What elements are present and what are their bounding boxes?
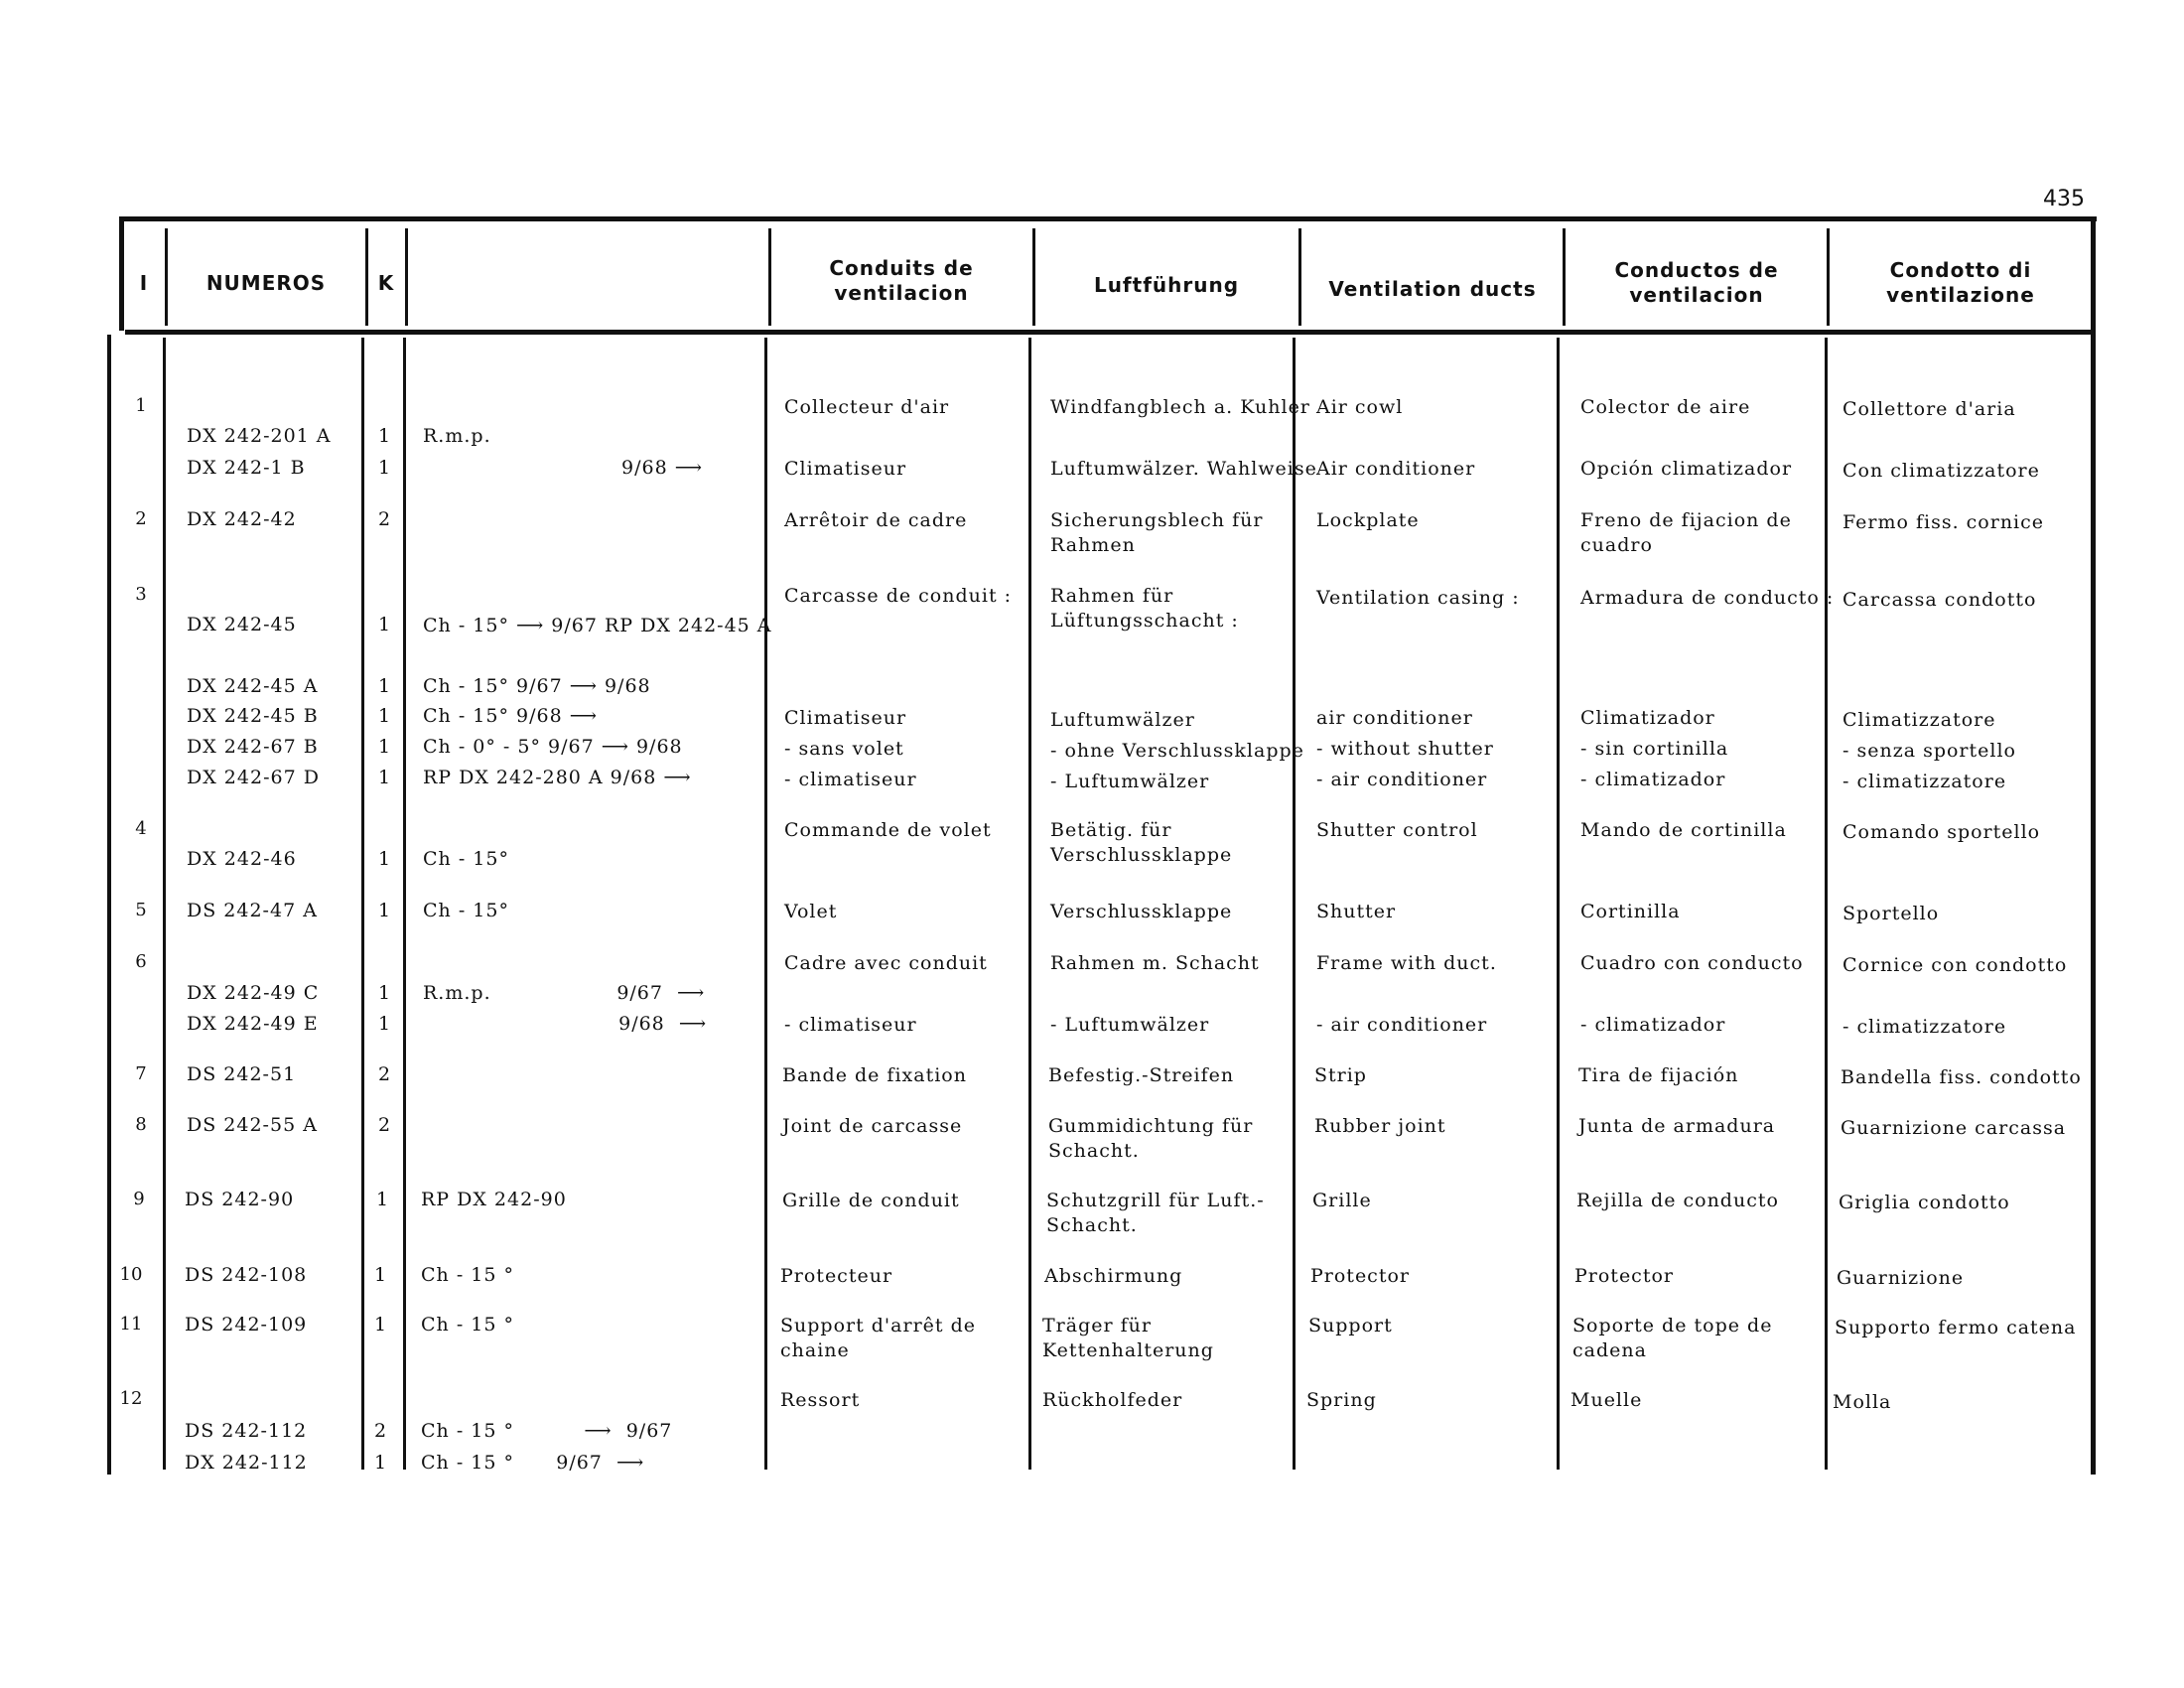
desc-en: Protector (1310, 1265, 1410, 1287)
desc-it: Cornice con condotto (1843, 954, 2068, 976)
part-note: 9/68 ⟶ (423, 1013, 708, 1035)
part-qty: 1 (377, 982, 391, 1004)
desc-it: Supporto fermo catena (1835, 1317, 2077, 1338)
top-border (119, 216, 2097, 221)
desc-de: Rückholfeder (1042, 1389, 1183, 1411)
group-index: 6 (135, 951, 147, 972)
desc-es: Freno de fijacion de cuadro (1580, 509, 1792, 556)
part-qty: 1 (377, 675, 391, 697)
part-number: DS 242-108 (185, 1264, 308, 1286)
part-number: DX 242-45 B (187, 705, 319, 727)
col-line (405, 228, 408, 326)
desc-en: Lockplate (1316, 509, 1420, 531)
part-note: Ch - 15° 9/68 ⟶ (423, 705, 598, 727)
desc-de: Luftumwälzer - ohne Verschlussklappe - Luftumwälzer (1050, 709, 1304, 792)
desc-de: Träger für Kettenhalterung (1042, 1315, 1214, 1361)
desc-es: Protector (1574, 1265, 1674, 1287)
desc-it: Climatizzatore - senza sportello - climatizzatore (1843, 709, 2016, 792)
desc-it: Con climatizzatore (1843, 460, 2040, 482)
desc-en: Strip (1314, 1064, 1367, 1086)
part-note: Ch - 15° ⟶ 9/67 RP DX 242-45 A (423, 615, 772, 636)
group-index: 1 (135, 395, 147, 416)
part-number: DS 242-112 (185, 1420, 308, 1442)
desc-es: Soporte de tope de cadena (1572, 1315, 1773, 1361)
part-number: DX 242-1 B (187, 457, 306, 479)
part-qty: 1 (377, 705, 391, 727)
desc-it: Molla (1833, 1391, 1892, 1413)
group-index: 8 (135, 1114, 147, 1135)
part-qty: 2 (377, 1063, 391, 1085)
desc-it: Guarnizione (1837, 1267, 1965, 1289)
desc-es: Tira de fijación (1578, 1064, 1739, 1086)
col-line (361, 338, 364, 1470)
col-line (1825, 338, 1828, 1470)
part-qty: 1 (377, 457, 391, 479)
part-note: 9/68 ⟶ (621, 457, 703, 479)
page-number: 435 (2043, 187, 2085, 211)
part-number: DS 242-51 (187, 1063, 297, 1085)
desc-es: - climatizador (1580, 1014, 1726, 1036)
desc-es: Armadura de conducto : (1580, 587, 1835, 609)
desc-fr: Support d'arrêt de chaine (780, 1315, 976, 1361)
desc-en: Air cowl (1316, 396, 1404, 418)
col-line (403, 338, 406, 1470)
col-line (165, 228, 168, 326)
part-qty: 1 (373, 1452, 387, 1474)
desc-it: Carcassa condotto (1843, 589, 2037, 611)
desc-it: Bandella fiss. condotto (1841, 1066, 2082, 1088)
desc-es: Cuadro con conducto (1580, 952, 1804, 974)
desc-es: Opción climatizador (1580, 458, 1793, 480)
group-index: 10 (119, 1264, 143, 1285)
desc-es: Colector de aire (1580, 396, 1751, 418)
part-number: DS 242-109 (185, 1314, 308, 1336)
desc-fr: Volet (784, 901, 838, 922)
desc-en: Rubber joint (1314, 1115, 1446, 1137)
desc-de: Luftumwälzer. Wahlweise (1050, 458, 1317, 480)
header-numeros: NUMEROS (205, 270, 327, 295)
desc-en: Ventilation casing : (1316, 587, 1520, 609)
part-qty: 1 (377, 614, 391, 635)
desc-fr: Bande de fixation (782, 1064, 967, 1086)
desc-it: Fermo fiss. cornice (1843, 511, 2045, 533)
desc-en: - air conditioner (1316, 1014, 1488, 1036)
desc-de: Betätig. für Verschlussklappe (1050, 819, 1233, 866)
desc-en: Spring (1306, 1389, 1377, 1411)
group-index: 9 (133, 1189, 145, 1209)
desc-it: Collettore d'aria (1843, 398, 2016, 420)
col-line (1293, 338, 1296, 1470)
part-qty: 2 (377, 508, 391, 530)
part-number: DX 242-67 D (187, 767, 320, 788)
desc-en: Support (1308, 1315, 1393, 1336)
part-note: Ch - 15 ° 9/67 ⟶ (421, 1452, 645, 1474)
desc-de: Verschlussklappe (1050, 901, 1233, 922)
part-note: Ch - 15 ° (421, 1264, 514, 1286)
part-note: R.m.p. 9/67 ⟶ (423, 982, 706, 1004)
part-number: DX 242-45 A (187, 675, 319, 697)
desc-de: - Luftumwälzer (1050, 1014, 1210, 1036)
part-qty: 2 (373, 1420, 387, 1442)
part-qty: 1 (375, 1189, 389, 1210)
part-note: RP DX 242-280 A 9/68 ⟶ (423, 767, 692, 788)
part-qty: 1 (377, 1013, 391, 1035)
group-index: 4 (135, 818, 147, 839)
desc-es: Climatizador - sin cortinilla - climatizador (1580, 707, 1729, 790)
header-spanish: Conductos de ventilacion (1614, 258, 1779, 307)
part-number: DS 242-55 A (187, 1114, 318, 1136)
desc-fr: Grille de conduit (782, 1190, 960, 1211)
header-index: I (139, 270, 149, 295)
part-number: DX 242-49 E (187, 1013, 319, 1035)
header-german: Luftführung (1093, 272, 1240, 297)
desc-de: Gummidichtung für Schacht. (1048, 1115, 1254, 1162)
left-border-body (107, 335, 111, 1475)
desc-en: Grille (1312, 1190, 1372, 1211)
right-border (2091, 218, 2096, 1475)
part-number: DX 242-112 (185, 1452, 308, 1474)
desc-fr: Climatiseur (784, 458, 907, 480)
col-line (764, 338, 767, 1470)
desc-it: - climatizzatore (1843, 1016, 2007, 1038)
col-line (1028, 338, 1031, 1470)
desc-it: Griglia condotto (1839, 1192, 2010, 1213)
col-line (1557, 338, 1560, 1470)
desc-it: Sportello (1843, 903, 1940, 924)
part-qty: 1 (377, 736, 391, 758)
desc-de: Befestig.-Streifen (1048, 1064, 1235, 1086)
desc-de: Sicherungsblech für Rahmen (1050, 509, 1264, 556)
desc-de: Rahmen m. Schacht (1050, 952, 1260, 974)
part-note: Ch - 0° - 5° 9/67 ⟶ 9/68 (423, 736, 683, 758)
desc-fr: Cadre avec conduit (784, 952, 988, 974)
part-number: DX 242-46 (187, 848, 297, 870)
part-qty: 1 (373, 1264, 387, 1286)
desc-es: Muelle (1570, 1389, 1643, 1411)
group-index: 11 (119, 1314, 143, 1335)
part-number: DX 242-45 (187, 614, 297, 635)
part-note: Ch - 15° (423, 848, 509, 870)
desc-es: Mando de cortinilla (1580, 819, 1787, 841)
group-index: 5 (135, 900, 147, 920)
group-index: 3 (135, 584, 147, 605)
desc-de: Schutzgrill für Luft.- Schacht. (1046, 1190, 1265, 1236)
desc-fr: Collecteur d'air (784, 396, 950, 418)
part-number: DX 242-42 (187, 508, 297, 530)
part-number: DS 242-90 (185, 1189, 295, 1210)
part-note: Ch - 15° (423, 900, 509, 921)
part-number: DS 242-47 A (187, 900, 318, 921)
part-number: DX 242-67 B (187, 736, 319, 758)
part-number: DX 242-201 A (187, 425, 332, 447)
desc-fr: Ressort (780, 1389, 861, 1411)
part-note: Ch - 15° 9/67 ⟶ 9/68 (423, 675, 651, 697)
desc-fr: Carcasse de conduit : (784, 585, 1013, 607)
part-qty: 1 (373, 1314, 387, 1336)
part-note: RP DX 242-90 (421, 1189, 567, 1210)
desc-fr: Climatiseur - sans volet - climatiseur (784, 707, 917, 790)
part-number: DX 242-49 C (187, 982, 320, 1004)
part-qty: 1 (377, 848, 391, 870)
header-k: K (377, 270, 395, 295)
part-qty: 2 (377, 1114, 391, 1136)
part-note: R.m.p. (423, 425, 491, 447)
desc-fr: Arrêtoir de cadre (784, 509, 968, 531)
part-note: Ch - 15 ° (421, 1314, 514, 1336)
desc-en: Frame with duct. (1316, 952, 1497, 974)
header-english: Ventilation ducts (1328, 276, 1537, 301)
group-index: 12 (119, 1388, 143, 1409)
col-line (163, 338, 166, 1470)
header-french: Conduits de ventilacion (829, 256, 974, 305)
desc-es: Rejilla de conducto (1576, 1190, 1779, 1211)
header-italian: Condotto di ventilazione (1886, 258, 2035, 307)
desc-de: Abschirmung (1044, 1265, 1183, 1287)
group-index: 2 (135, 508, 147, 529)
desc-es: Junta de armadura (1578, 1115, 1776, 1137)
part-qty: 1 (377, 767, 391, 788)
desc-fr: Protecteur (780, 1265, 893, 1287)
desc-en: Shutter (1316, 901, 1397, 922)
part-note: Ch - 15 ° ⟶ 9/67 (421, 1420, 673, 1442)
desc-en: Air conditioner (1316, 458, 1476, 480)
desc-de: Windfangblech a. Kuhler (1050, 396, 1310, 418)
part-qty: 1 (377, 900, 391, 921)
desc-es: Cortinilla (1580, 901, 1681, 922)
desc-fr: - climatiseur (784, 1014, 917, 1036)
desc-fr: Commande de volet (784, 819, 992, 841)
desc-en: air conditioner - without shutter - air conditioner (1316, 707, 1494, 790)
part-qty: 1 (377, 425, 391, 447)
desc-it: Guarnizione carcassa (1841, 1117, 2067, 1139)
desc-fr: Joint de carcasse (782, 1115, 963, 1137)
desc-en: Shutter control (1316, 819, 1478, 841)
desc-it: Comando sportello (1843, 821, 2041, 843)
group-index: 7 (135, 1063, 147, 1084)
desc-de: Rahmen für Lüftungsschacht : (1050, 585, 1239, 632)
